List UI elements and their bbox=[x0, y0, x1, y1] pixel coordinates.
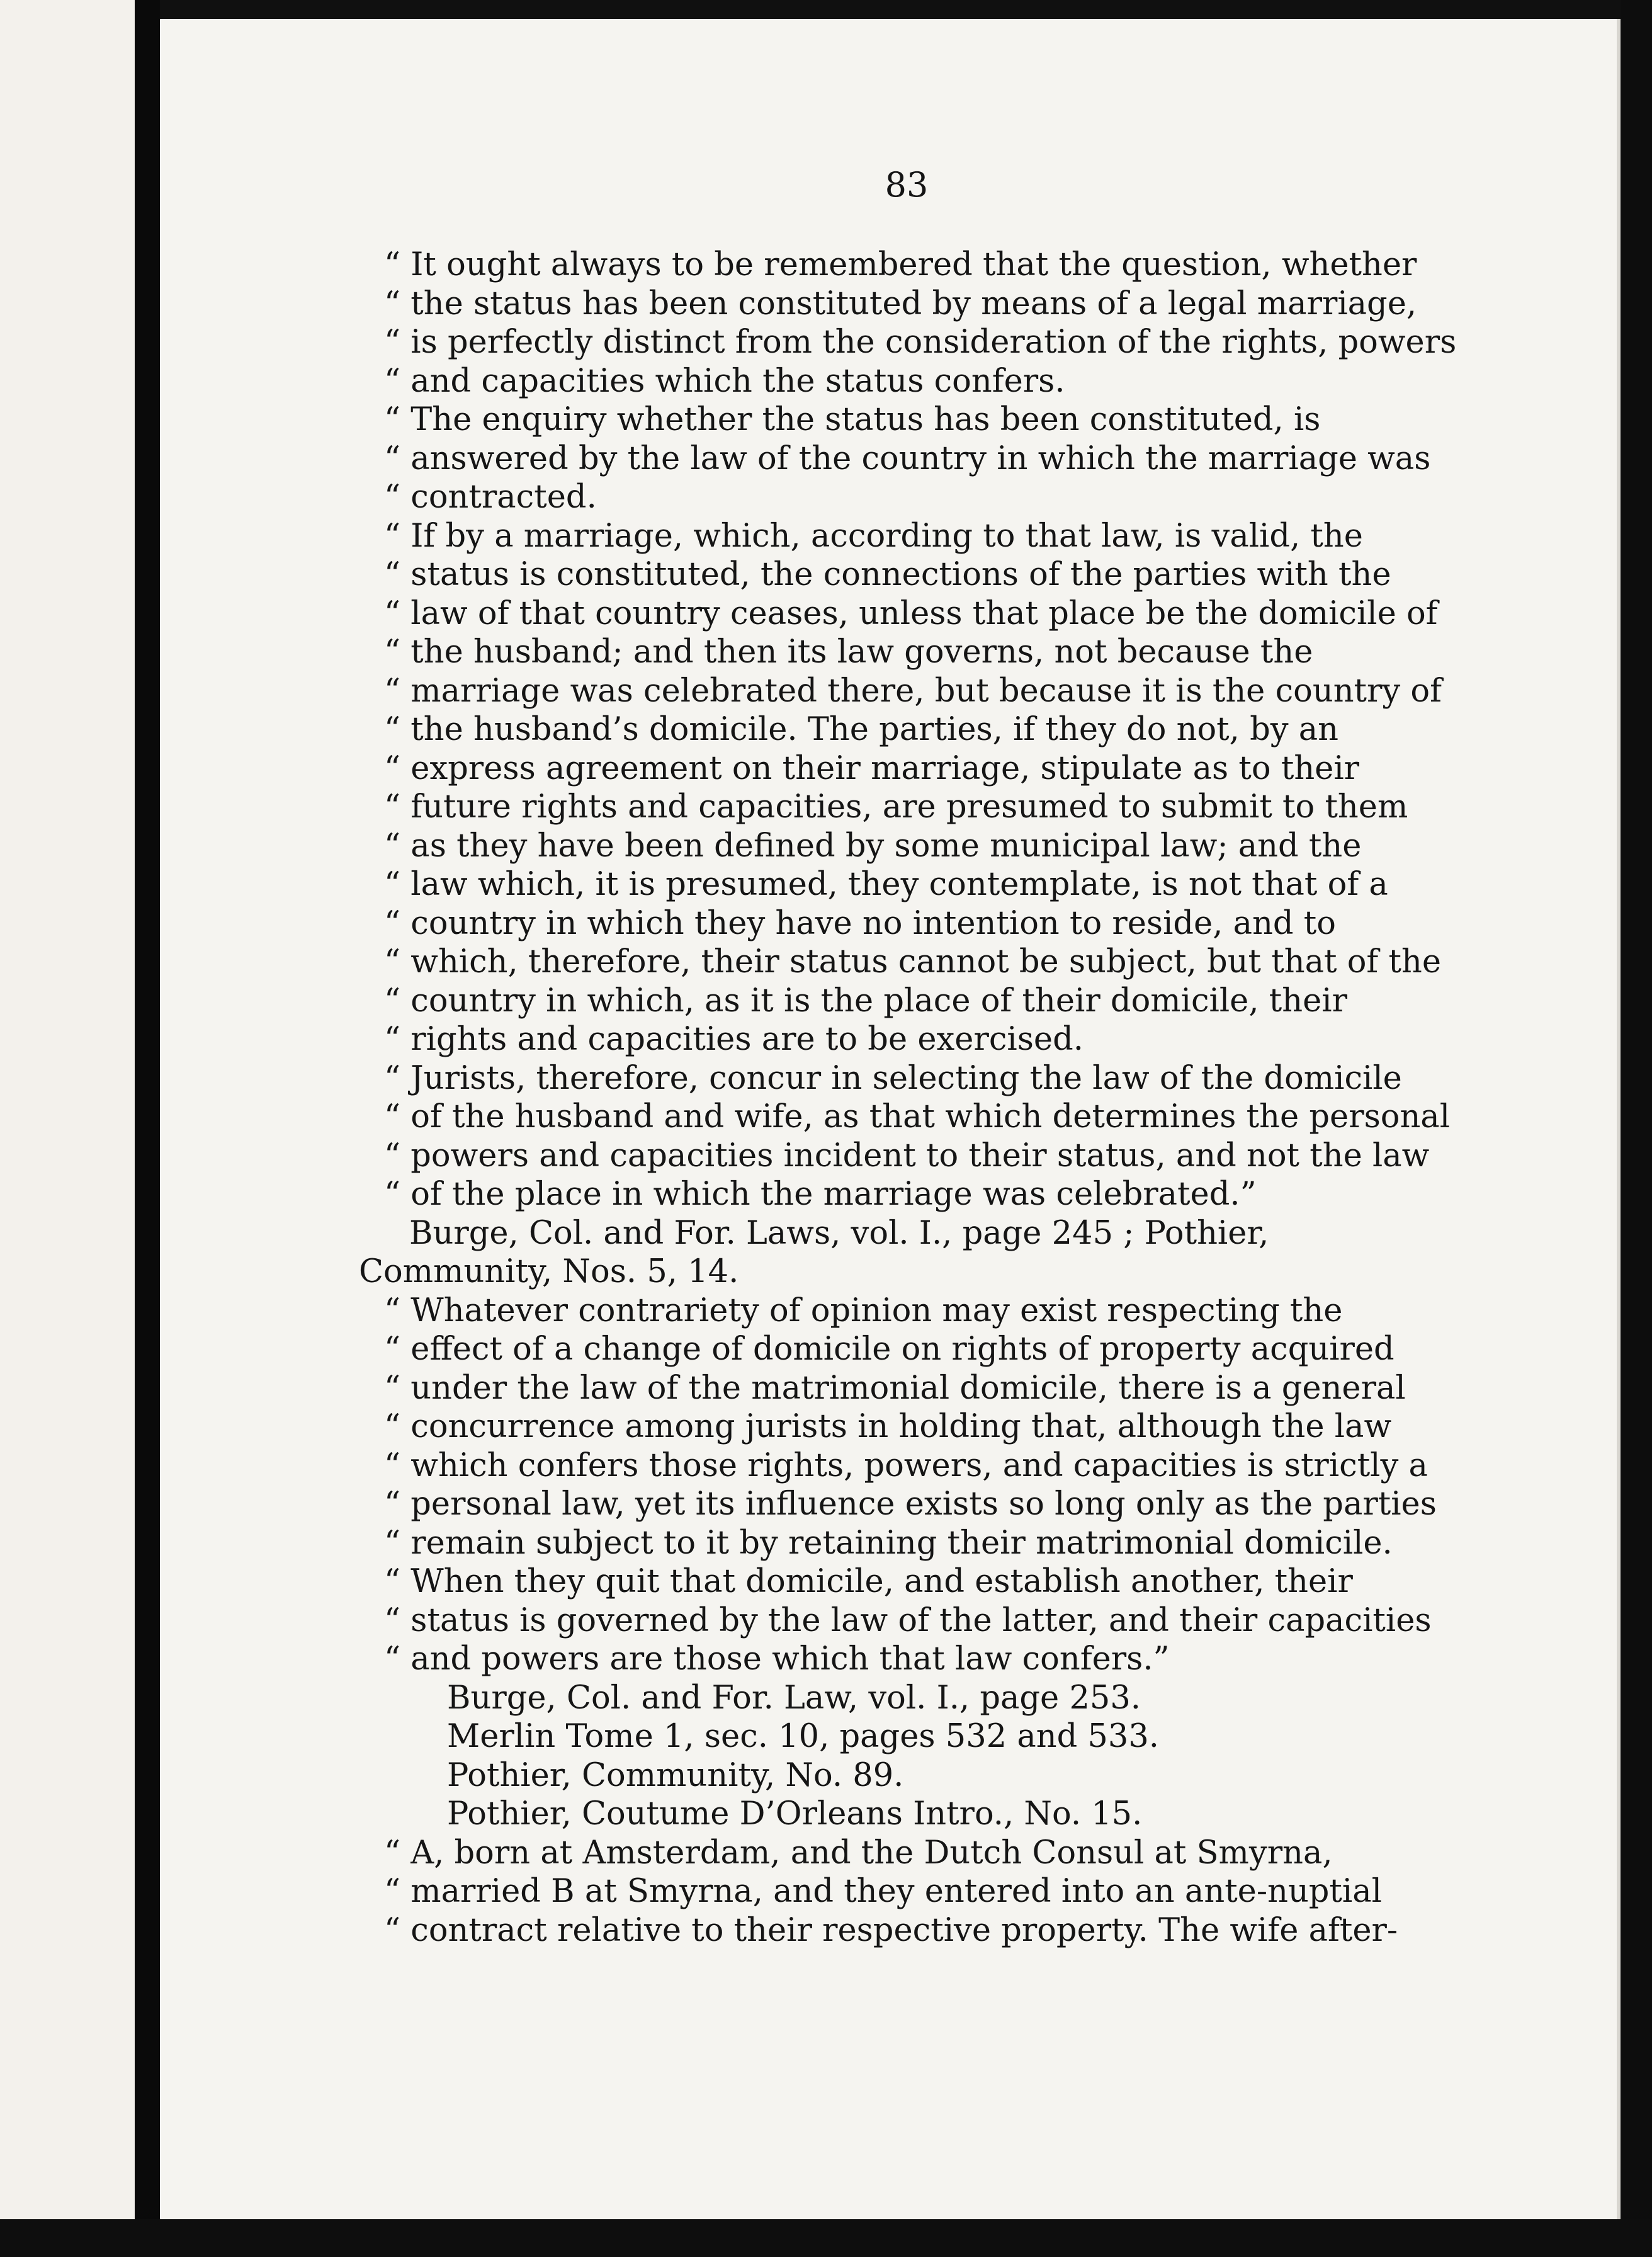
scan-bottom-border bbox=[0, 2219, 1652, 2257]
text-line: “ remain subject to it by retaining their matrimonial domicile. bbox=[384, 1524, 1393, 1562]
paragraph bbox=[384, 246, 1457, 401]
text-line: “ effect of a change of domicile on rights of property acquired bbox=[384, 1331, 1395, 1368]
paragraph bbox=[384, 401, 1431, 517]
text-line: “ married B at Smyrna, and they entered into an ante-nuptial bbox=[384, 1873, 1382, 1910]
text-line: “ the status has been constituted by means of a legal marriage, bbox=[384, 285, 1417, 322]
page-edge-shadow bbox=[1621, 0, 1652, 2257]
text-line: “ which confers those rights, powers, and capacities is strictly a bbox=[384, 1447, 1428, 1484]
text-line: “ the husband’s domicile. The parties, if they do not, by an bbox=[384, 711, 1339, 748]
text-line: “ Jurists, therefore, concur in selecting the law of the domicile bbox=[384, 1059, 1402, 1097]
text-line: “ The enquiry whether the status has been constituted, is bbox=[384, 401, 1321, 438]
text-line: “ law which, it is presumed, they contemplate, is not that of a bbox=[384, 866, 1388, 903]
text-line: “ country in which, as it is the place of their domicile, their bbox=[384, 982, 1347, 1020]
text-line: Pothier, Coutume D’Orleans Intro., No. 15. bbox=[447, 1795, 1143, 1833]
text-line: “ powers and capacities incident to their status, and not the law bbox=[384, 1137, 1430, 1174]
text-line: “ marriage was celebrated there, but because it is the country of bbox=[384, 672, 1442, 710]
text-line: Merlin Tome 1, sec. 10, pages 532 and 533. bbox=[447, 1718, 1159, 1755]
text-line: “ of the husband and wife, as that which determines the personal bbox=[384, 1098, 1451, 1135]
text-line: “ express agreement on their marriage, stipulate as to their bbox=[384, 749, 1360, 787]
paragraph bbox=[384, 1292, 1437, 1679]
text-line: Burge, Col. and For. Laws, vol. I., page 245 ; Pothier, bbox=[409, 1214, 1269, 1252]
text-line: “ contract relative to their respective property. The wife after- bbox=[384, 1911, 1398, 1949]
text-line: “ Whatever contrariety of opinion may exist respecting the bbox=[384, 1292, 1343, 1329]
text-line: Community, Nos. 5, 14. bbox=[359, 1253, 739, 1290]
book-gutter bbox=[135, 0, 160, 2257]
paragraph bbox=[384, 1834, 1417, 1950]
paragraph bbox=[384, 1059, 1451, 1214]
text-line: “ answered by the law of the country in which the marriage was bbox=[384, 440, 1431, 477]
text-line: “ It ought always to be remembered that the question, whether bbox=[384, 246, 1417, 283]
text-line: Burge, Col. and For. Law, vol. I., page 253. bbox=[447, 1679, 1141, 1717]
text-line: “ under the law of the matrimonial domicile, there is a general bbox=[384, 1369, 1406, 1407]
text-line: “ When they quit that domicile, and establish another, their bbox=[384, 1563, 1353, 1600]
page-number: 83 bbox=[885, 165, 929, 205]
text-line: “ A, born at Amsterdam, and the Dutch Consul at Smyrna, bbox=[384, 1834, 1333, 1872]
paragraph bbox=[384, 1679, 1417, 1834]
text-line: “ personal law, yet its influence exists so long only as the parties bbox=[384, 1486, 1437, 1523]
text-line: Pothier, Community, No. 89. bbox=[447, 1756, 904, 1794]
text-line: “ of the place in which the marriage was celebrated.” bbox=[384, 1176, 1257, 1213]
text-line: “ If by a marriage, which, according to that law, is valid, the bbox=[384, 517, 1363, 555]
paragraph bbox=[384, 517, 1442, 1059]
text-line: “ future rights and capacities, are presumed to submit to them bbox=[384, 788, 1408, 826]
left-page-edge bbox=[0, 0, 135, 2257]
text-line: “ rights and capacities are to be exercised. bbox=[384, 1021, 1083, 1058]
text-line: “ status is governed by the law of the latter, and their capacities bbox=[384, 1601, 1432, 1639]
text-line: “ country in which they have no intention to reside, and to bbox=[384, 904, 1336, 942]
text-line: “ law of that country ceases, unless that place be the domicile of bbox=[384, 594, 1438, 632]
text-line: “ and capacities which the status confers. bbox=[384, 362, 1065, 400]
text-line: “ which, therefore, their status cannot be subject, but that of the bbox=[384, 943, 1442, 981]
paragraph bbox=[359, 1214, 1417, 1292]
text-line: “ is perfectly distinct from the consideration of the rights, powers bbox=[384, 324, 1457, 361]
text-line: “ concurrence among jurists in holding that, although the law bbox=[384, 1408, 1392, 1445]
text-line: “ the husband; and then its law governs, not because the bbox=[384, 634, 1313, 671]
text-line: “ status is constituted, the connections of the parties with the bbox=[384, 556, 1391, 593]
text-line: “ contracted. bbox=[384, 479, 597, 516]
text-line: “ and powers are those which that law confers.” bbox=[384, 1640, 1170, 1678]
text-line: “ as they have been defined by some municipal law; and the bbox=[384, 827, 1362, 865]
